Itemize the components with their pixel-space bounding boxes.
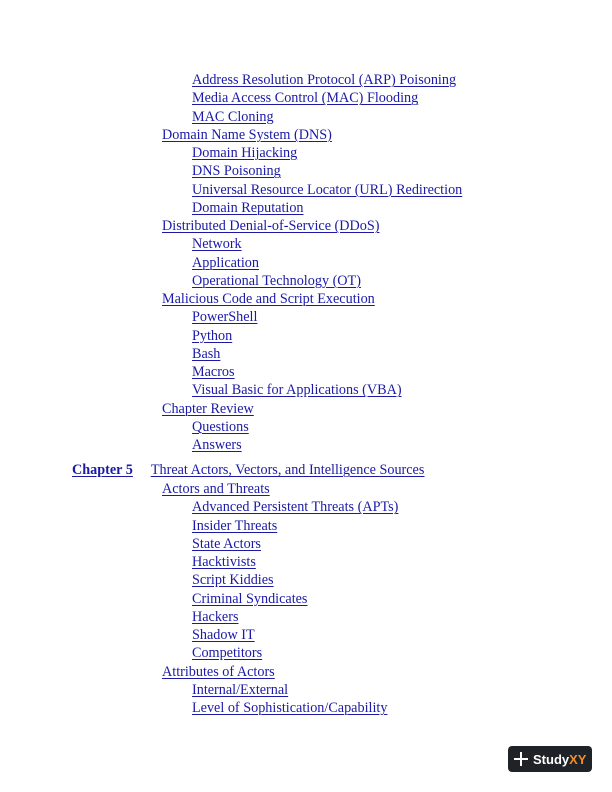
toc-subsection-link[interactable]: Competitors bbox=[192, 645, 263, 662]
toc-subsection-link[interactable]: Level of Sophistication/Capability bbox=[192, 700, 388, 716]
toc-section-link[interactable]: Chapter Review bbox=[162, 400, 254, 417]
toc-subsection-link[interactable]: Python bbox=[192, 327, 233, 344]
logo-brand-accent: XY bbox=[569, 751, 587, 767]
toc-subsection-link[interactable]: Domain Reputation bbox=[192, 199, 304, 216]
toc-subsection-link[interactable]: Media Access Control (MAC) Flooding bbox=[192, 90, 419, 107]
toc-subsection-link[interactable]: Address Resolution Protocol (ARP) Poisoning bbox=[192, 72, 457, 88]
toc-subsection-link[interactable]: PowerShell bbox=[192, 309, 258, 326]
studyxy-logo bbox=[508, 746, 592, 772]
toc-section-link[interactable]: Attributes of Actors bbox=[162, 663, 275, 680]
toc-section-link[interactable]: Malicious Code and Script Execution bbox=[162, 291, 375, 307]
toc-subsection-link[interactable]: Answers bbox=[192, 437, 242, 453]
toc-subsection-link[interactable]: Domain Hijacking bbox=[192, 145, 298, 161]
toc-subsection-link[interactable]: Operational Technology (OT) bbox=[192, 272, 361, 289]
toc-subsection-link[interactable]: Shadow IT bbox=[192, 627, 255, 643]
toc-subsection-link[interactable]: Hackers bbox=[192, 608, 239, 625]
chapter-title: Threat Actors, Vectors, and Intelligence Sources bbox=[150, 462, 425, 478]
toc-subsection-link[interactable]: MAC Cloning bbox=[192, 108, 274, 125]
toc-subsection-link[interactable]: Bash bbox=[192, 345, 221, 362]
toc-subsection-link[interactable]: Macros bbox=[192, 364, 235, 380]
toc-subsection-link[interactable]: Advanced Persistent Threats (APTs) bbox=[192, 499, 399, 516]
toc-subsection-link[interactable]: Network bbox=[192, 236, 242, 253]
plus-icon bbox=[514, 752, 528, 766]
toc-section-link[interactable]: Distributed Denial-of-Service (DDoS) bbox=[162, 218, 380, 234]
toc-subsection-link[interactable]: Criminal Syndicates bbox=[192, 590, 308, 607]
toc-subsection-link[interactable]: Visual Basic for Applications (VBA) bbox=[192, 382, 402, 399]
toc-subsection-link[interactable]: Application bbox=[192, 254, 259, 271]
toc-subsection-link[interactable]: State Actors bbox=[192, 535, 261, 552]
toc-section-link[interactable]: Actors and Threats bbox=[162, 481, 270, 497]
toc-subsection-link[interactable]: Script Kiddies bbox=[192, 572, 274, 589]
chapter-number: Chapter 5 bbox=[72, 462, 133, 478]
toc-subsection-link[interactable]: Hacktivists bbox=[192, 554, 256, 570]
toc-subsection-link[interactable]: Insider Threats bbox=[192, 517, 278, 534]
logo-brand-main: Study bbox=[533, 751, 570, 767]
toc-section-link[interactable]: Domain Name System (DNS) bbox=[162, 126, 332, 143]
toc-subsection-link[interactable]: Internal/External bbox=[192, 681, 289, 698]
toc-subsection-link[interactable]: DNS Poisoning bbox=[192, 163, 281, 180]
toc-subsection-link[interactable]: Questions bbox=[192, 418, 249, 435]
toc-chapter-5-link[interactable] bbox=[72, 461, 424, 479]
toc-subsection-link[interactable]: Universal Resource Locator (URL) Redirection bbox=[192, 181, 463, 198]
